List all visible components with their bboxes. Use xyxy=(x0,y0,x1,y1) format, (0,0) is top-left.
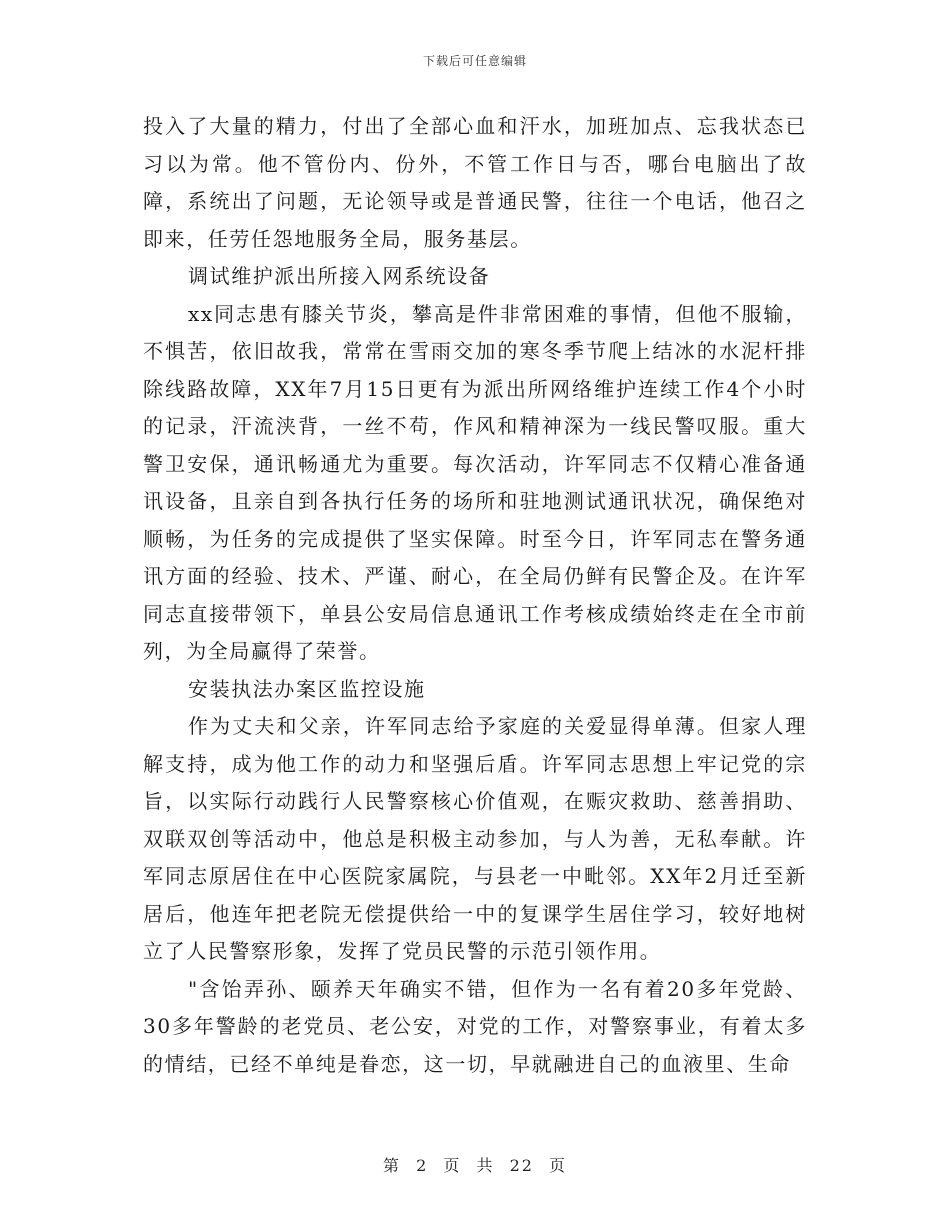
document-body xyxy=(143,108,807,1083)
footer-page-word: 页 xyxy=(443,1156,462,1175)
current-page-number: 2 xyxy=(416,1156,429,1175)
paragraph-family: 作为丈夫和父亲，许军同志给予家庭的关爱显得单薄。但家人理解支持，成为他工作的动力和坚强后盾。许军同志思想上牢记党的宗旨，以实际行动践行人民警察核心价值观，在赈灾救助、慈善捐助、双联双创等活动中，他总是积极主动参加，与人为善，无私奉献。许军同志原居住在中心医院家属院，与县老一中毗邻。XX年2月迁至新居后，他连年把老院无偿提供给一中的复课学生居住学习，较好地树立了人民警察形象，发挥了党员民警的示范引领作用。 xyxy=(143,714,807,963)
page-header-note: 下载后可任意编辑 xyxy=(422,54,527,68)
paragraph-knee-arthritis: xx同志患有膝关节炎，攀高是件非常困难的事情，但他不服输，不惧苦，依旧故我，常常在雪雨交加的寒冬季节爬上结冰的水泥杆排除线路故障，XX年7月15日更有为派出所网络维护连续工作4个小时的记录，汗流浃背，一丝不苟，作风和精神深为一线民警叹服。重大警卫安保，通讯畅通尤为重要。每次活动，许军同志不仅精心准备通讯设备，且亲自到各执行任务的场所和驻地测试通讯状况，确保绝对顺畅，为任务的完成提供了坚实保障。时至今日，许军同志在警务通讯方面的经验、技术、严谨、耐心，在全局仍鲜有民警企及。在许军同志直接带领下，单县公安局信息通讯工作考核成绩始终走在全市前列，为全局赢得了荣誉。 xyxy=(143,301,807,663)
page-footer xyxy=(0,1153,950,1176)
total-pages-number: 22 xyxy=(509,1156,534,1175)
paragraph-continuation: 投入了大量的精力，付出了全部心血和汗水，加班加点、忘我状态已习以为常。他不管份内、份外，不管工作日与否，哪台电脑出了故障，系统出了问题，无论领导或是普通民警，往往一个电话，他召之即来，任劳任怨地服务全局，服务基层。 xyxy=(143,114,807,251)
footer-total-word: 共 xyxy=(476,1156,495,1175)
paragraph-quote: "含饴弄孙、颐养天年确实不错，但作为一名有着20多年党龄、30多年警龄的老党员、老公安，对党的工作，对警察事业，有着太多的情结，已经不单纯是眷恋，这一切，早就融进自己的血液里、生命 xyxy=(143,976,807,1076)
footer-suffix: 页 xyxy=(549,1156,568,1175)
section-heading-access-network: 调试维护派出所接入网系统设备 xyxy=(188,264,491,288)
section-heading-monitoring: 安装执法办案区监控设施 xyxy=(188,676,426,701)
footer-prefix: 第 xyxy=(382,1156,401,1175)
